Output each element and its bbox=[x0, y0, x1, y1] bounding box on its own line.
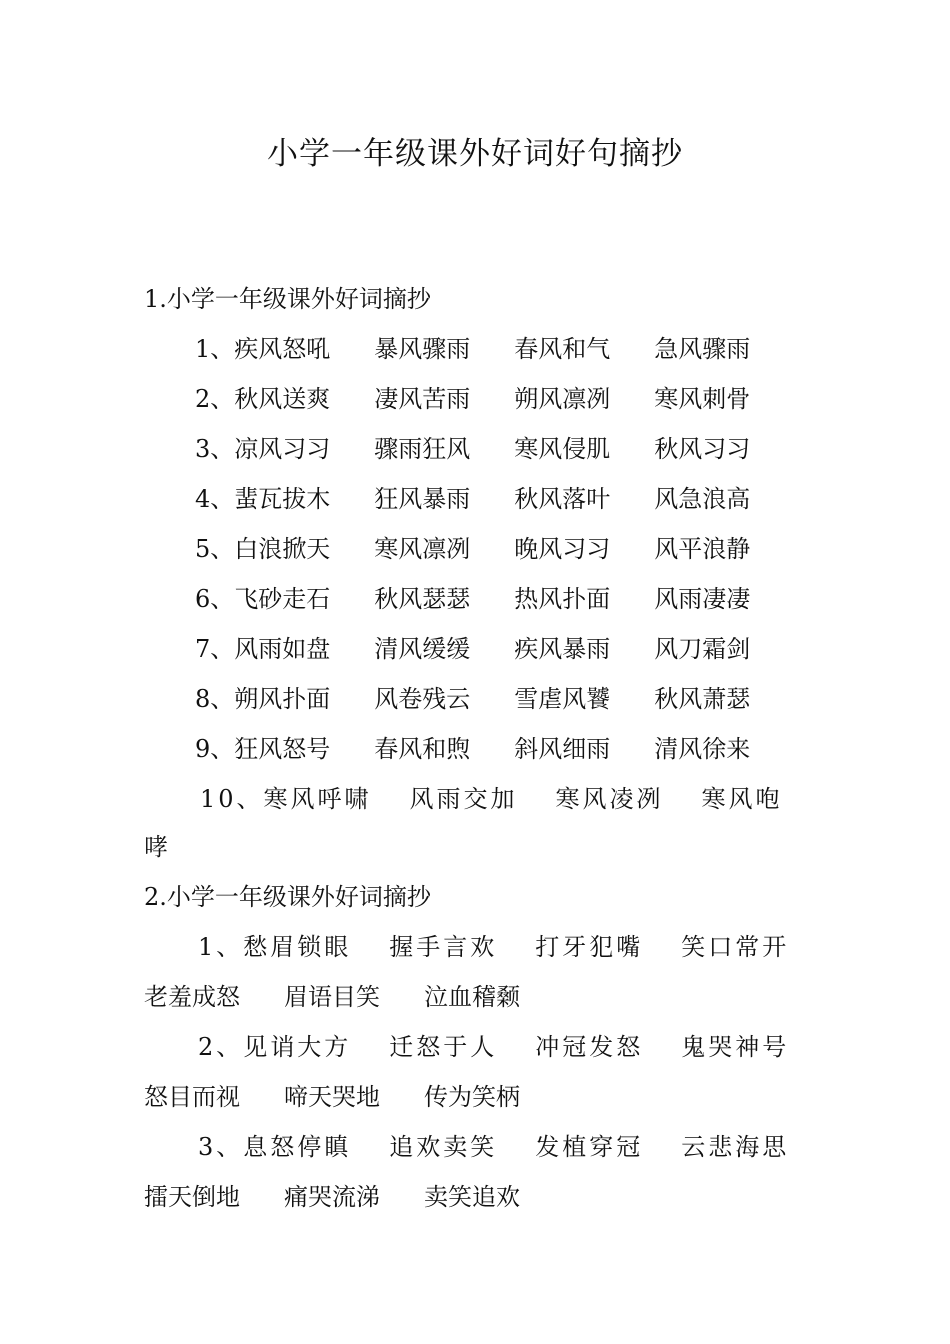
word: 寒风侵肌 bbox=[514, 435, 611, 463]
word: 朔风凛冽 bbox=[514, 385, 611, 413]
word: 狂风怒号 bbox=[234, 735, 331, 763]
word: 笑口常开 bbox=[681, 933, 790, 961]
row-number: 7、 bbox=[195, 635, 235, 663]
word: 风雨交加 bbox=[409, 785, 518, 813]
word: 暴风骤雨 bbox=[374, 335, 471, 363]
word: 朔风扑面 bbox=[234, 685, 331, 713]
word: 寒风刺骨 bbox=[654, 385, 751, 413]
word: 见诮大方 bbox=[243, 1033, 352, 1061]
word-row bbox=[195, 334, 750, 364]
word-row bbox=[144, 1082, 520, 1112]
row-number: 3、 bbox=[198, 1133, 244, 1161]
section-2-heading: 2.小学一年级课外好词摘抄 bbox=[144, 883, 431, 911]
row-number: 5、 bbox=[195, 535, 235, 563]
word: 打牙犯嘴 bbox=[535, 933, 644, 961]
row-number: 2、 bbox=[198, 1033, 244, 1061]
word-row bbox=[198, 1132, 789, 1162]
word: 传为笑柄 bbox=[424, 1083, 520, 1111]
row-number: 3、 bbox=[195, 435, 235, 463]
word-row bbox=[144, 982, 520, 1012]
word: 寒风凛冽 bbox=[374, 535, 471, 563]
word: 鬼哭神号 bbox=[681, 1033, 790, 1061]
wrapped-text: 哮 bbox=[144, 833, 168, 861]
word: 飞砂走石 bbox=[234, 585, 331, 613]
word: 愁眉锁眼 bbox=[243, 933, 352, 961]
word-row bbox=[195, 634, 750, 664]
word: 蜚瓦拔木 bbox=[234, 485, 331, 513]
word: 老羞成怒 bbox=[144, 983, 240, 1011]
word: 风平浪静 bbox=[654, 535, 751, 563]
word: 疾风怒吼 bbox=[234, 335, 331, 363]
word: 眉语目笑 bbox=[284, 983, 380, 1011]
row-number: 8、 bbox=[195, 685, 235, 713]
word: 擂天倒地 bbox=[144, 1183, 240, 1211]
row-number: 1、 bbox=[198, 933, 244, 961]
word: 迁怒于人 bbox=[389, 1033, 498, 1061]
row-number: 4、 bbox=[195, 485, 235, 513]
section-1-heading: 1.小学一年级课外好词摘抄 bbox=[144, 285, 431, 313]
word: 啼天哭地 bbox=[284, 1083, 380, 1111]
word: 秋风落叶 bbox=[514, 485, 611, 513]
word: 息怒停瞋 bbox=[243, 1133, 352, 1161]
row-number: 1、 bbox=[195, 335, 235, 363]
word-row bbox=[198, 932, 789, 962]
word: 春风和气 bbox=[514, 335, 611, 363]
word: 秋风送爽 bbox=[234, 385, 331, 413]
word: 热风扑面 bbox=[514, 585, 611, 613]
word: 寒风凌冽 bbox=[555, 785, 664, 813]
word: 秋风习习 bbox=[654, 435, 751, 463]
word-row bbox=[195, 584, 750, 614]
word: 凄风苦雨 bbox=[374, 385, 471, 413]
word-row bbox=[195, 434, 750, 464]
word: 急风骤雨 bbox=[654, 335, 751, 363]
word: 白浪掀天 bbox=[234, 535, 331, 563]
word: 怒目而视 bbox=[144, 1083, 240, 1111]
word: 追欢卖笑 bbox=[389, 1133, 498, 1161]
row-number: 10、 bbox=[200, 785, 264, 813]
row-number: 2、 bbox=[195, 385, 235, 413]
word: 秋风萧瑟 bbox=[654, 685, 751, 713]
word: 雪虐风饕 bbox=[514, 685, 611, 713]
word: 寒风呼啸 bbox=[263, 785, 372, 813]
word: 风雨凄凄 bbox=[654, 585, 751, 613]
word: 冲冠发怒 bbox=[535, 1033, 644, 1061]
word: 寒风咆 bbox=[701, 785, 783, 813]
word: 晚风习习 bbox=[514, 535, 611, 563]
word: 握手言欢 bbox=[389, 933, 498, 961]
word: 风雨如盘 bbox=[234, 635, 331, 663]
row-number: 9、 bbox=[195, 735, 235, 763]
row-number: 6、 bbox=[195, 585, 235, 613]
document-title: 小学一年级课外好词好句摘抄 bbox=[267, 136, 683, 172]
word: 狂风暴雨 bbox=[374, 485, 471, 513]
word: 泣血稽颡 bbox=[424, 983, 520, 1011]
word-row bbox=[195, 684, 750, 714]
word: 骤雨狂风 bbox=[374, 435, 471, 463]
word-row bbox=[200, 784, 783, 814]
word-row bbox=[195, 534, 750, 564]
word: 痛哭流涕 bbox=[284, 1183, 380, 1211]
word: 疾风暴雨 bbox=[514, 635, 611, 663]
word-row bbox=[198, 1032, 789, 1062]
word-row bbox=[195, 484, 750, 514]
word: 风急浪高 bbox=[654, 485, 751, 513]
word-row bbox=[144, 1182, 520, 1212]
word: 卖笑追欢 bbox=[424, 1183, 520, 1211]
word: 清风缓缓 bbox=[374, 635, 471, 663]
word: 风刀霜剑 bbox=[654, 635, 751, 663]
word-row bbox=[195, 384, 750, 414]
word: 斜风细雨 bbox=[514, 735, 611, 763]
word: 凉风习习 bbox=[234, 435, 331, 463]
word: 风卷残云 bbox=[374, 685, 471, 713]
word: 发植穿冠 bbox=[535, 1133, 644, 1161]
word-row bbox=[195, 734, 750, 764]
word: 秋风瑟瑟 bbox=[374, 585, 471, 613]
word: 云悲海思 bbox=[681, 1133, 790, 1161]
word: 清风徐来 bbox=[654, 735, 751, 763]
word: 春风和煦 bbox=[374, 735, 471, 763]
